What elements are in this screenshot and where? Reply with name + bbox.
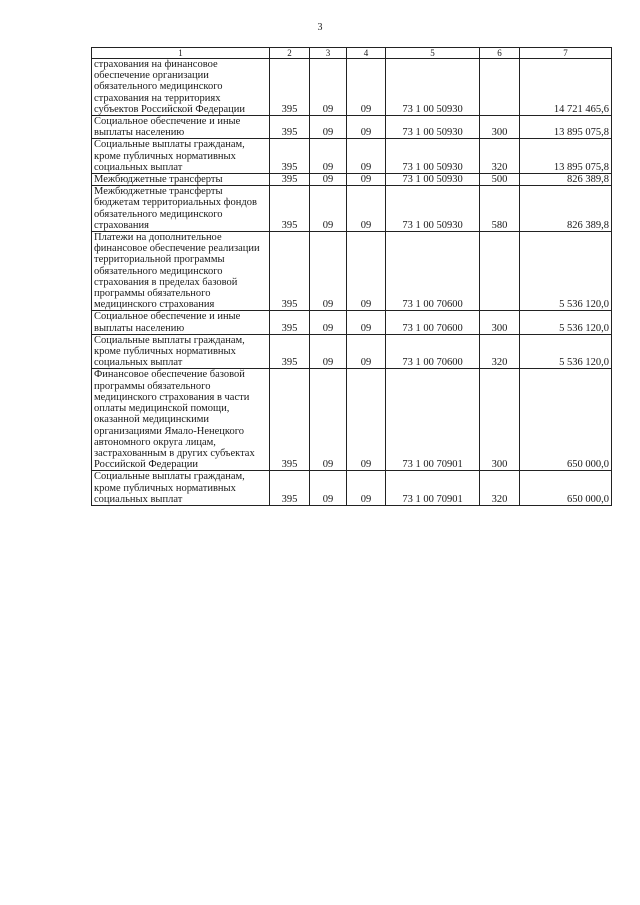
section-cell: 09 [310, 369, 347, 471]
subsection-cell: 09 [347, 59, 386, 116]
section-cell: 09 [310, 334, 347, 369]
subsection-cell: 09 [347, 471, 386, 506]
table-header-row [92, 48, 612, 59]
target-article-cell: 73 1 00 70600 [386, 334, 480, 369]
expense-type-cell: 300 [480, 369, 520, 471]
expense-type-cell: 320 [480, 471, 520, 506]
table-row [92, 232, 612, 311]
table-row [92, 186, 612, 232]
amount-cell: 14 721 465,6 [520, 59, 612, 116]
amount-cell: 826 389,8 [520, 186, 612, 232]
grbs-cell: 395 [270, 186, 310, 232]
table-row [92, 334, 612, 369]
target-article-cell: 73 1 00 50930 [386, 59, 480, 116]
row-name-cell: Социальные выплаты гражданам, кроме публичных нормативных социальных выплат [92, 334, 270, 369]
grbs-cell: 395 [270, 59, 310, 116]
row-name-cell: Социальные выплаты гражданам, кроме публичных нормативных социальных выплат [92, 471, 270, 506]
row-name-cell: Социальные выплаты гражданам, кроме публичных нормативных социальных выплат [92, 139, 270, 174]
section-cell: 09 [310, 311, 347, 334]
target-article-cell: 73 1 00 50930 [386, 139, 480, 174]
subsection-cell: 09 [347, 174, 386, 186]
page-number: 3 [317, 22, 323, 33]
target-article-cell: 73 1 00 50930 [386, 116, 480, 139]
table-row [92, 369, 612, 471]
section-cell: 09 [310, 116, 347, 139]
subsection-cell: 09 [347, 334, 386, 369]
amount-cell: 5 536 120,0 [520, 311, 612, 334]
target-article-cell: 73 1 00 50930 [386, 174, 480, 186]
row-name-cell: Платежи на дополнительное финансовое обеспечение реализации территориальной программы обязательного медицинского страхования в пределах базовой программы обязательного медицинского страхования [92, 232, 270, 311]
expense-type-cell: 580 [480, 186, 520, 232]
target-article-cell: 73 1 00 70901 [386, 369, 480, 471]
row-name-cell: Финансовое обеспечение базовой программы обязательного медицинского страхования в части оплаты медицинской помощи, оказанной медицинскими организациями Ямало-Ненецкого автономного округа лицам, застрахованным в других субъектах Российской Федерации [92, 369, 270, 471]
expense-type-cell: 320 [480, 334, 520, 369]
target-article-cell: 73 1 00 70901 [386, 471, 480, 506]
table-row [92, 471, 612, 506]
subsection-cell: 09 [347, 116, 386, 139]
table-row [92, 116, 612, 139]
table-row [92, 59, 612, 116]
header-cell: 1 [92, 48, 270, 59]
expense-type-cell [480, 59, 520, 116]
amount-cell: 5 536 120,0 [520, 232, 612, 311]
table-row [92, 174, 612, 186]
grbs-cell: 395 [270, 471, 310, 506]
amount-cell: 826 389,8 [520, 174, 612, 186]
amount-cell: 650 000,0 [520, 369, 612, 471]
grbs-cell: 395 [270, 174, 310, 186]
grbs-cell: 395 [270, 369, 310, 471]
grbs-cell: 395 [270, 139, 310, 174]
header-cell: 6 [480, 48, 520, 59]
target-article-cell: 73 1 00 70600 [386, 232, 480, 311]
header-cell: 3 [310, 48, 347, 59]
row-name-cell: Социальное обеспечение и иные выплаты населению [92, 311, 270, 334]
row-name-cell: Межбюджетные трансферты [92, 174, 270, 186]
grbs-cell: 395 [270, 334, 310, 369]
section-cell: 09 [310, 59, 347, 116]
row-name-cell: Межбюджетные трансферты бюджетам территориальных фондов обязательного медицинского страхования [92, 186, 270, 232]
expense-type-cell: 300 [480, 116, 520, 139]
table-row [92, 311, 612, 334]
grbs-cell: 395 [270, 232, 310, 311]
expense-type-cell: 300 [480, 311, 520, 334]
grbs-cell: 395 [270, 116, 310, 139]
subsection-cell: 09 [347, 232, 386, 311]
header-cell: 7 [520, 48, 612, 59]
section-cell: 09 [310, 174, 347, 186]
subsection-cell: 09 [347, 139, 386, 174]
amount-cell: 13 895 075,8 [520, 116, 612, 139]
header-cell: 4 [347, 48, 386, 59]
expense-type-cell: 320 [480, 139, 520, 174]
section-cell: 09 [310, 139, 347, 174]
table-row [92, 139, 612, 174]
amount-cell: 13 895 075,8 [520, 139, 612, 174]
budget-table [91, 47, 612, 506]
header-cell: 2 [270, 48, 310, 59]
header-cell: 5 [386, 48, 480, 59]
section-cell: 09 [310, 232, 347, 311]
amount-cell: 650 000,0 [520, 471, 612, 506]
expense-type-cell: 500 [480, 174, 520, 186]
grbs-cell: 395 [270, 311, 310, 334]
expense-type-cell [480, 232, 520, 311]
row-name-cell: страхования на финансовое обеспечение организации обязательного медицинского страхования на территориях субъектов Российской Федерации [92, 59, 270, 116]
section-cell: 09 [310, 186, 347, 232]
row-name-cell: Социальное обеспечение и иные выплаты населению [92, 116, 270, 139]
amount-cell: 5 536 120,0 [520, 334, 612, 369]
target-article-cell: 73 1 00 70600 [386, 311, 480, 334]
subsection-cell: 09 [347, 369, 386, 471]
subsection-cell: 09 [347, 186, 386, 232]
section-cell: 09 [310, 471, 347, 506]
subsection-cell: 09 [347, 311, 386, 334]
target-article-cell: 73 1 00 50930 [386, 186, 480, 232]
